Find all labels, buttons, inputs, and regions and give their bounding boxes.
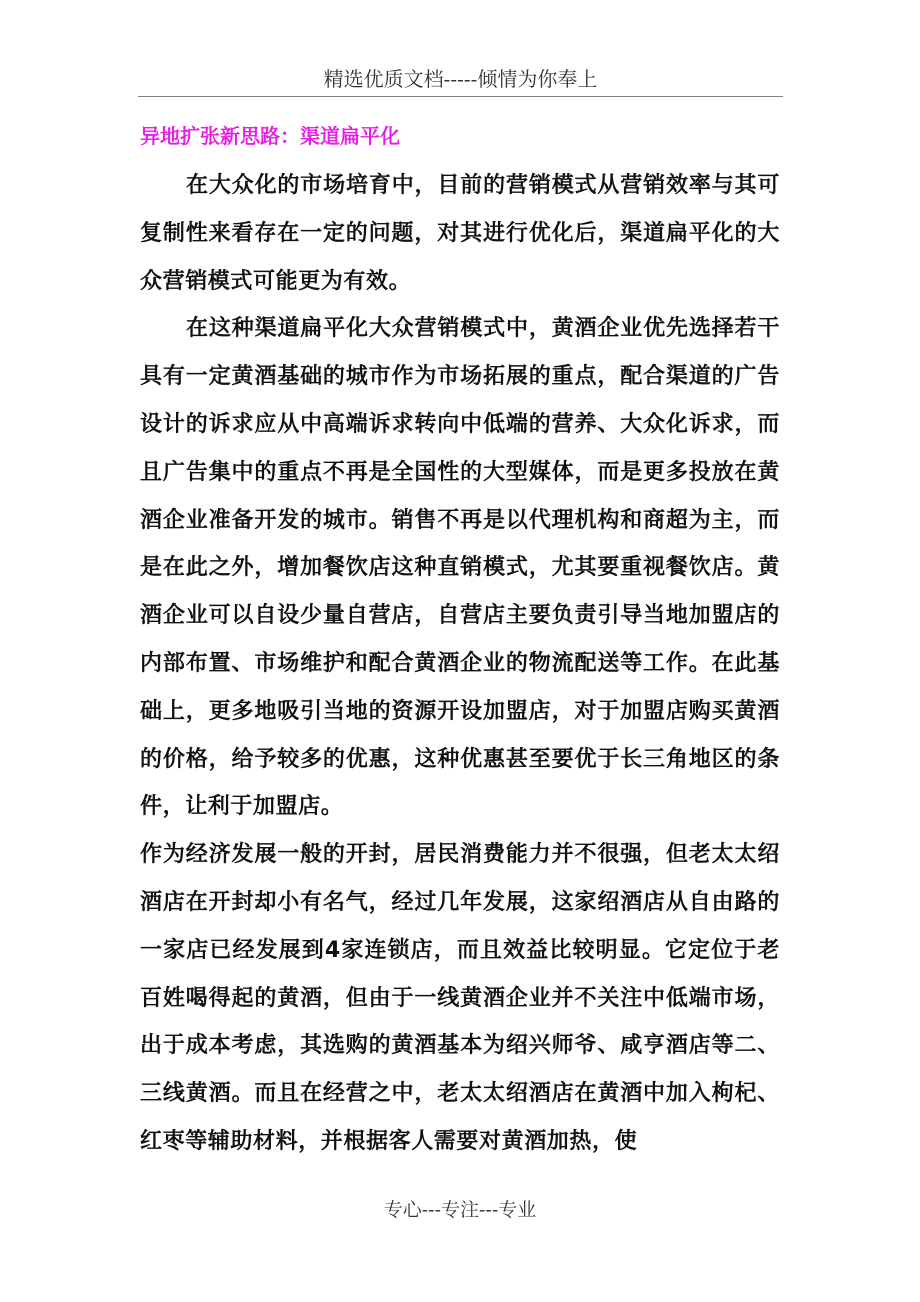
paragraph-kaifeng-case: 作为经济发展一般的开封，居民消费能力并不很强，但老太太绍酒店在开封却小有名气，经过几年发展，这家绍酒店从自由路的一家店已经发展到4家连锁店，而且效益比较明显。它定位于老百姓喝得起的黄酒，但由于一线黄酒企业并不关注中低端市场，出于成本考虑，其选购的黄酒基本为绍兴师爷、咸亨酒店等二、三线黄酒。而且在经营之中，老太太绍酒店在黄酒中加入枸杞、红枣等辅助材料，并根据客人需要对黄酒加热，使 — [140, 842, 780, 1154]
page-header: 精选优质文档-----倾情为你奉上 — [323, 67, 598, 91]
document-title: 异地扩张新思路：渠道扁平化 — [140, 124, 400, 148]
page-footer: 专心---专注---专业 — [383, 1199, 537, 1221]
document-body — [140, 162, 780, 1166]
paragraph-flat-channel-model: 在这种渠道扁平化大众营销模式中，黄酒企业优先选择若干具有一定黄酒基础的城市作为市场拓展的重点，配合渠道的广告设计的诉求应从中高端诉求转向中低端的营养、大众化诉求，而且广告集中的重点不再是全国性的大型媒体，而是更多投放在黄酒企业准备开发的城市。销售不再是以代理机构和商超为主，而是在此之外，增加餐饮店这种直销模式，尤其要重视餐饮店。黄酒企业可以自设少量自营店，自营店主要负责引导当地加盟店的内部布置、市场维护和配合黄酒企业的物流配送等工作。在此基础上，更多地吸引当地的资源开设加盟店，对于加盟店购买黄酒的价格，给予较多的优惠，这种优惠甚至要优于长三角地区的条件，让利于加盟店。 — [140, 316, 780, 820]
paragraph-intro: 在大众化的市场培育中，目前的营销模式从营销效率与其可复制性来看存在一定的问题，对其进行优化后，渠道扁平化的大众营销模式可能更为有效。 — [140, 173, 780, 294]
header-divider — [138, 96, 783, 97]
